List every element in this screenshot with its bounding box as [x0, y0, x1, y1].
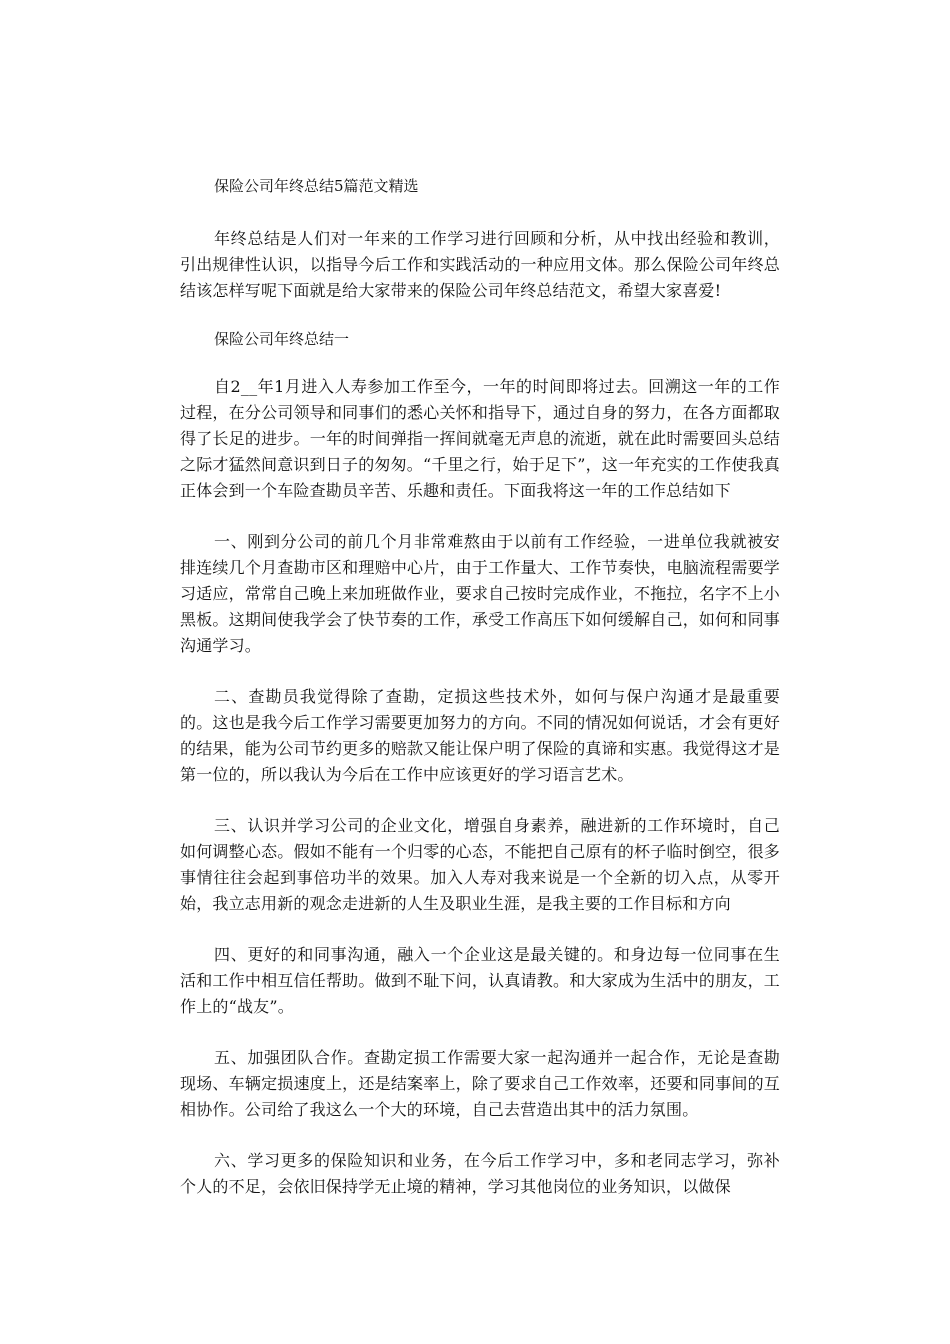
spacer — [180, 917, 780, 942]
body-paragraph: 六、学习更多的保险知识和业务，在今后工作学习中，多和老同志学习，弥补个人的不足，会依旧保持学无止境的精神，学习其他岗位的业务知识，以做保 — [180, 1151, 780, 1196]
spacer — [180, 349, 780, 374]
body-paragraph: 自2__年1月进入人寿参加工作至今，一年的时间即将过去。回溯这一年的工作过程，在分公司领导和同事们的悉心关怀和指导下，通过自身的努力，在各方面都取得了长足的进步。一年的时间弹指一挥间就毫无声息的流逝，就在此时需要回头总结之际才猛然间意识到日子的匆匆。“千里之行，始于足下”，这一年充实的工作使我真正体会到一个车险查勘员辛苦、乐趣和责任。下面我将这一年的工作总结如下 — [180, 377, 780, 500]
body-paragraph: 五、加强团队合作。查勘定损工作需要大家一起沟通并一起合作，无论是查勘现场、车辆定损速度上，还是结案率上，除了要求自己工作效率，还要和同事间的互相协作。公司给了我这么一个大的环境，自己去营造出其中的活力氛围。 — [180, 1048, 780, 1119]
spacer — [180, 1123, 780, 1148]
intro-paragraph: 年终总结是人们对一年来的工作学习进行回顾和分析，从中找出经验和教训，引出规律性认识，以指导今后工作和实践活动的一种应用文体。那么保险公司年终总结该怎样写呢下面就是给大家带来的保险公司年终总结范文，希望大家喜爱! — [180, 229, 780, 300]
spacer — [180, 659, 780, 684]
body-paragraph: 二、查勘员我觉得除了查勘，定损这些技术外，如何与保户沟通才是最重要的。这也是我今后工作学习需要更加努力的方向。不同的情况如何说话，才会有更好的结果，能为公司节约更多的赔款又能让保户明了保险的真谛和实惠。我觉得这才是第一位的，所以我认为今后在工作中应该更好的学习语言艺术。 — [180, 687, 780, 784]
section-heading: 保险公司年终总结一 — [214, 330, 350, 348]
document-body — [180, 176, 780, 1200]
spacer — [180, 304, 780, 329]
body-paragraph: 一、刚到分公司的前几个月非常难熬由于以前有工作经验，一进单位我就被安排连续几个月查勘市区和理赔中心片，由于工作量大、工作节奏快，电脑流程需要学习适应，常常自己晚上来加班做作业，要求自己按时完成作业，不拖拉，名字不上小黑板。这期间使我学会了快节奏的工作，承受工作高压下如何缓解自己，如何和同事沟通学习。 — [180, 532, 780, 655]
spacer — [180, 196, 780, 226]
spacer — [180, 504, 780, 529]
body-paragraph: 三、认识并学习公司的企业文化，增强自身素养，融进新的工作环境时，自己如何调整心态。假如不能有一个归零的心态，不能把自己原有的杯子临时倒空，很多事情往往会起到事倍功半的效果。加入人寿对我来说是一个全新的切入点，从零开始，我立志用新的观念走进新的人生及职业生涯，是我主要的工作目标和方向 — [180, 816, 780, 913]
document-title: 保险公司年终总结5篇范文精选 — [214, 177, 419, 195]
spacer — [180, 788, 780, 813]
body-paragraph: 四、更好的和同事沟通，融入一个企业这是最关键的。和身边每一位同事在生活和工作中相互信任帮助。做到不耻下问，认真请教。和大家成为生活中的朋友，工作上的“战友”。 — [180, 945, 780, 1016]
spacer — [180, 1020, 780, 1045]
